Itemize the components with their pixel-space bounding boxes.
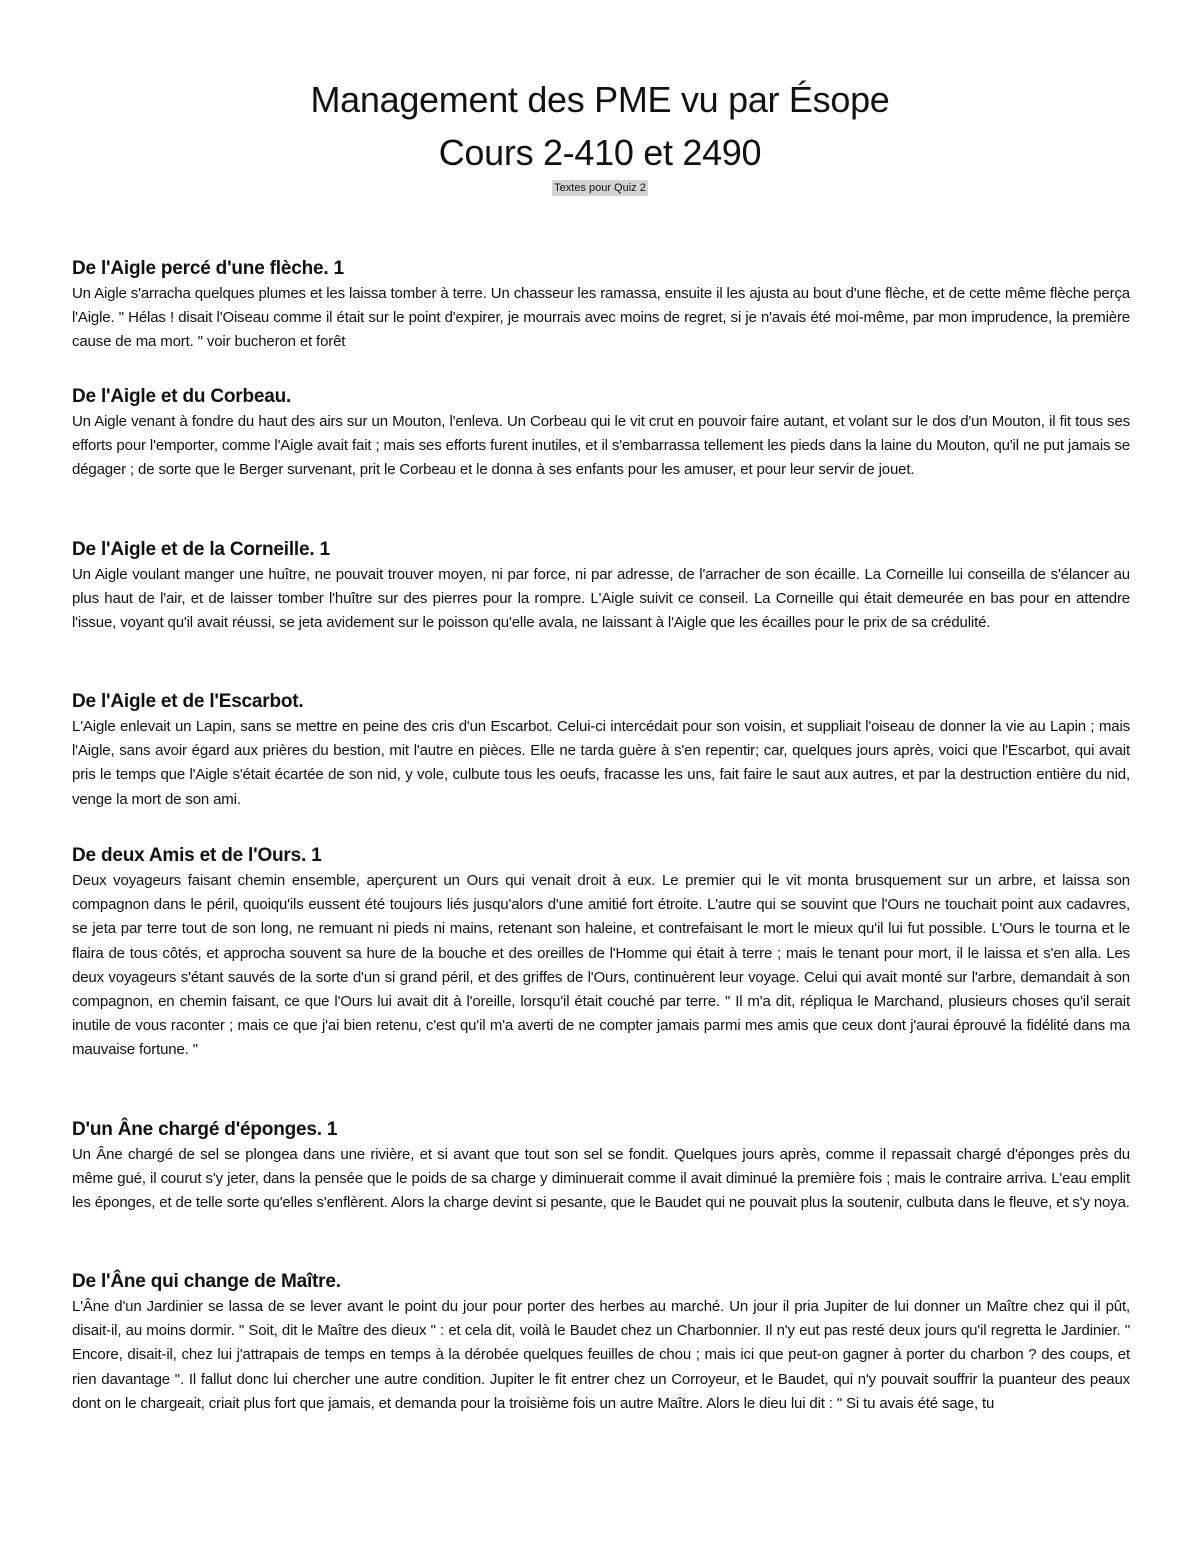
- fable-section: [72, 384, 1130, 483]
- fable-section: [72, 1269, 1130, 1416]
- fable-section: [72, 843, 1130, 1063]
- fable-text: L'Âne d'un Jardinier se lassa de se lever avant le point du jour pour porter des herbes au marché. Un jour il pria Jupiter de lui donner un Maître chez qui il pût, disait-il, au moins dormir. " Soit, dit le Maître des dieux " : et cela dit, voilà le Baudet chez un Charbonnier. Il n'y eut pas resté deux jours qu'il regretta le Jardinier. " Encore, disait-il, chez lui j'attrapais de temps en temps à la dérobée quelques feuilles de chou ; mais ici que peut-on gagner à porter du charbon ? des coups, et rien davantage ". Il fallut donc lui chercher une autre condition. Jupiter le fit entrer chez un Corroyeur, et le Baudet, qui n'y pouvait souffrir la puanteur des peaux dont on le chargeait, criait plus fort que jamais, et demanda pour la troisième fois un autre Maître. Alors le dieu lui dit : " Si tu avais été sage, tu: [72, 1298, 1130, 1412]
- quiz-subtitle: Textes pour Quiz 2: [552, 180, 648, 196]
- fable-text: Un Aigle voulant manger une huître, ne pouvait trouver moyen, ni par force, ni par adresse, de l'arracher de son écaille. La Corneille lui conseilla de s'élancer au plus haut de l'air, et de laisser tomber l'huître sur des pierres pour la rompre. L'Aigle suivit ce conseil. La Corneille qui était demeurée en bas pour en attendre l'issue, voyant qu'il avait réussi, se jeta avidement sur le poisson qu'elle avala, ne laissant à l'Aigle que les écailles pour le prix de sa crédulité.: [72, 566, 1130, 632]
- fable-title: De l'Âne qui change de Maître.: [72, 1271, 341, 1292]
- fable-text: Un Aigle venant à fondre du haut des airs sur un Mouton, l'enleva. Un Corbeau qui le vit crut en pouvoir faire autant, et volant sur le dos d'un Mouton, il fit tous ses efforts pour l'emporter, comme l'Aigle avait fait ; mais ses efforts furent inutiles, et il s'embarrassa tellement les pieds dans la laine du Mouton, qu'il ne put jamais se dégager ; de sorte que le Berger survenant, prit le Corbeau et le donna à ses enfants pour les amuser, et pour leur servir de jouet.: [72, 413, 1130, 479]
- fable-text: Un Aigle s'arracha quelques plumes et les laissa tomber à terre. Un chasseur les ramassa, ensuite il les ajusta au bout d'une flèche, et de cette même flèche perça l'Aigle. " Hélas ! disait l'Oiseau comme il était sur le point d'expirer, je mourrais avec moins de regret, si je n'avais été moi-même, par mon imprudence, la première cause de ma mort. " voir bucheron et forêt: [72, 285, 1130, 351]
- fable-section: [72, 256, 1130, 355]
- fable-title: D'un Âne chargé d'éponges. 1: [72, 1119, 338, 1140]
- fable-text: Un Âne chargé de sel se plongea dans une rivière, et si avant que tout son sel se fondit. Quelques jours après, comme il repassait chargé d'éponges près du même gué, il courut s'y jeter, dans la pensée que le poids de sa charge y diminuerait comme il avait diminué la première fois ; mais le contraire arriva. L'eau emplit les éponges, et de telle sorte qu'elles s'enflèrent. Alors la charge devint si pesante, que le Baudet qui ne pouvait plus la soutenir, culbuta dans le fleuve, et s'y noya.: [72, 1146, 1130, 1212]
- fable-text: L'Aigle enlevait un Lapin, sans se mettre en peine des cris d'un Escarbot. Celui-ci intercédait pour son voisin, et suppliait l'oiseau de donner la vie au Lapin ; mais l'Aigle, sans avoir égard aux prières du bestion, mit l'autre en pièces. Elle ne tarda guère à s'en repentir; car, quelques jours après, voici que l'Escarbot, qui avait pris le temps que l'Aigle s'était écartée de son nid, y vole, culbute tous les oeufs, fracasse les uns, fait faire le saut aux autres, et par la destruction entière du nid, venge la mort de son ami.: [72, 718, 1130, 808]
- fable-section: [72, 537, 1130, 636]
- course-title: Cours 2-410 et 2490: [438, 132, 762, 173]
- fable-title: De deux Amis et de l'Ours. 1: [72, 845, 322, 866]
- fable-title: De l'Aigle et de l'Escarbot.: [72, 691, 304, 712]
- fable-title: De l'Aigle et du Corbeau.: [72, 386, 292, 407]
- fable-section: [72, 1117, 1130, 1216]
- fable-text: Deux voyageurs faisant chemin ensemble, aperçurent un Ours qui venait droit à eux. Le premier qui le vit monta brusquement sur un arbre, et laissa son compagnon dans le péril, quoiqu'ils eussent été toujours liés jusqu'alors d'une amitié fort étroite. L'autre qui se souvint que l'Ours ne touchait point aux cadavres, se jeta par terre tout de son long, ne remuant ni pieds ni mains, retenant son haleine, et contrefaisant le mort le mieux qu'il lui fut possible. L'Ours le tourna et le flaira de tous côtés, et approcha souvent sa hure de la bouche et des oreilles de l'Homme qui était à terre ; mais le tenant pour mort, il le laissa et s'en alla. Les deux voyageurs s'étant sauvés de la sorte d'un si grand péril, et des griffes de l'Ours, continuèrent leur voyage. Celui qui avait monté sur l'arbre, demandait à son compagnon, en chemin faisant, ce que l'Ours lui avait dit à l'oreille, lorsqu'il était couché par terre. " Il m'a dit, répliqua le Marchand, plusieurs choses qu'il serait inutile de vous raconter ; mais ce que j'ai bien retenu, c'est qu'il m'a averti de ne compter jamais parmi mes amis que ceux dont j'aurai éprouvé la fidélité dans ma mauvaise fortune. ": [72, 872, 1130, 1059]
- fable-title: De l'Aigle percé d'une flèche. 1: [72, 258, 344, 279]
- fable-title: De l'Aigle et de la Corneille. 1: [72, 539, 330, 560]
- subtitle-wrapper: [0, 178, 1200, 196]
- document-title: Management des PME vu par Ésope: [310, 79, 890, 120]
- fable-section: [72, 689, 1130, 812]
